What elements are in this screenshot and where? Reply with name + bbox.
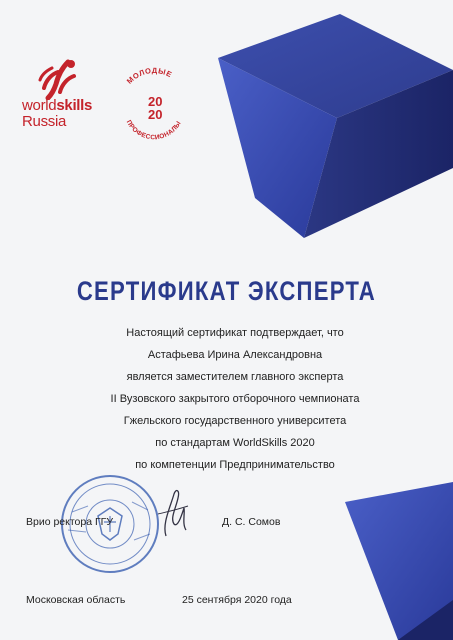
- signatory-position: Врио ректора ГГУ: [26, 516, 114, 528]
- signature-icon: [152, 484, 192, 540]
- worldskills-bold: skills: [56, 97, 93, 114]
- signatory-name: Д. С. Сомов: [222, 516, 281, 528]
- svg-text:МОЛОДЫЕ: [125, 66, 174, 86]
- footer-region: Московская область: [26, 594, 126, 606]
- worldskills-country: Russia: [22, 113, 67, 130]
- certificate-body: [0, 322, 453, 476]
- worldskills-logo-text: [22, 98, 92, 130]
- footer-date: 25 сентября 2020 года: [182, 594, 292, 606]
- young-pros-year-bottom: 20: [148, 107, 163, 122]
- body-line: II Вузовского закрытого отборочного чемпионата: [110, 393, 360, 405]
- body-line: по компетенции Предпринимательство: [135, 459, 335, 471]
- certificate-title: СЕРТИФИКАТ ЭКСПЕРТА: [76, 276, 376, 306]
- worldskills-prefix: world: [22, 97, 57, 114]
- young-pros-bottom-text: ПРОФЕССИОНАЛЫ: [124, 119, 183, 142]
- body-line: Настоящий сертификат подтверждает, что: [126, 327, 344, 339]
- body-line: по стандартам WorldSkills 2020: [155, 437, 315, 449]
- young-professionals-logo: [118, 66, 192, 146]
- worldskills-logo-icon: [22, 58, 82, 100]
- young-pros-top-text: МОЛОДЫЕ: [124, 66, 174, 86]
- young-pros-year-top: 20: [148, 94, 163, 109]
- body-line-recipient: Астафьева Ирина Александровна: [147, 349, 323, 361]
- body-line: Гжельского государственного университета: [123, 415, 347, 427]
- body-line: является заместителем главного эксперта: [126, 371, 344, 383]
- svg-text:ПРОФЕССИОНАЛЫ: [125, 119, 183, 141]
